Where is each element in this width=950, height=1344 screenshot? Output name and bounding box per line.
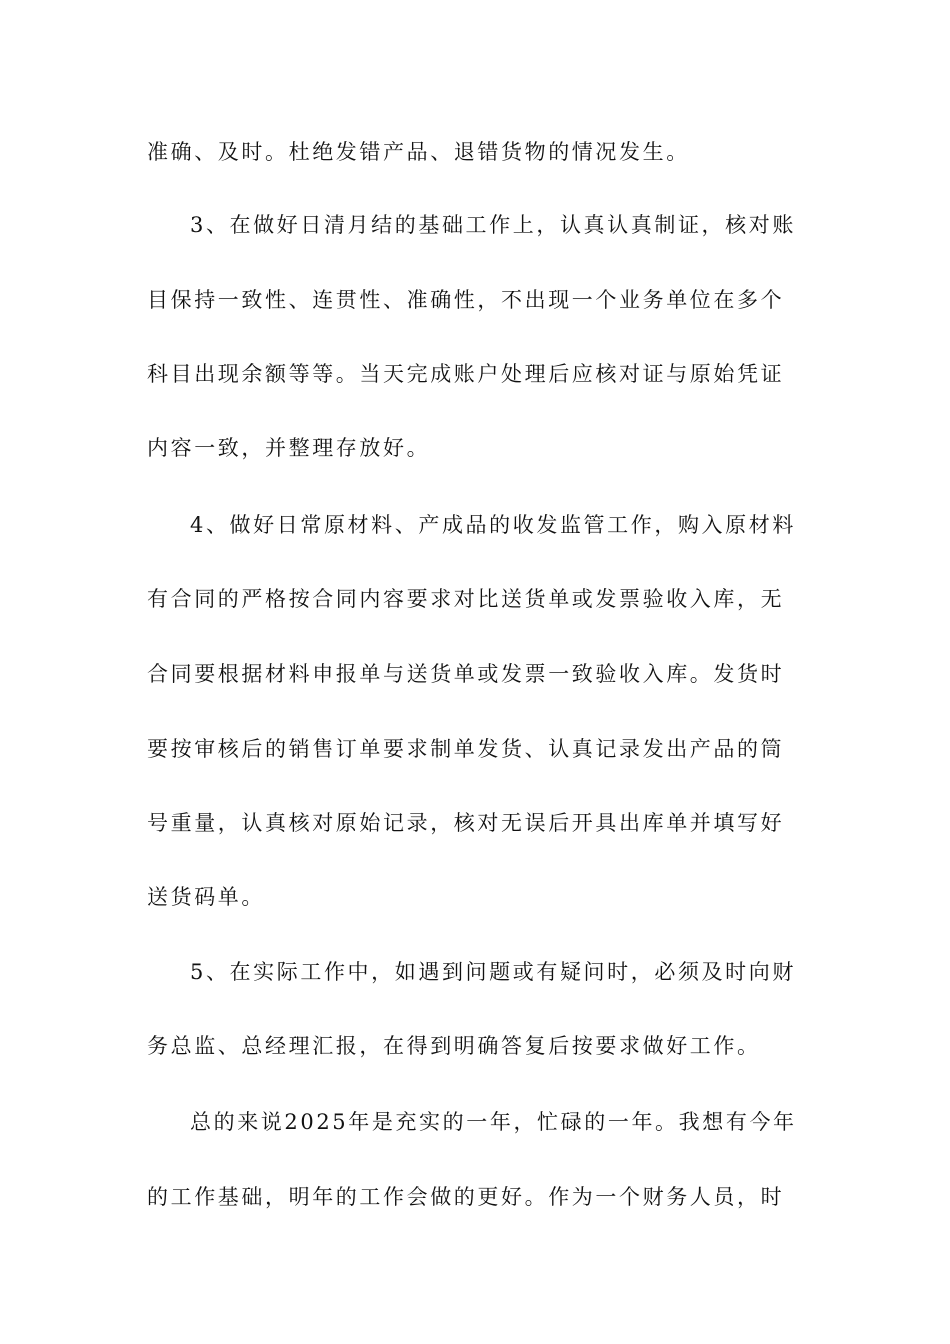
- text-line: 目保持一致性、连贯性、准确性，不出现一个业务单位在多个: [147, 288, 785, 312]
- text-line: 3、在做好日清月结的基础工作上，认真认真制证，核对账: [190, 213, 796, 237]
- text-line: 的工作基础，明年的工作会做的更好。作为一个财务人员，时: [147, 1185, 785, 1209]
- text-line: 内容一致，并整理存放好。: [147, 436, 431, 460]
- text-line: 要按审核后的销售订单要求制单发货、认真记录发出产品的筒: [147, 737, 785, 761]
- text-line: 4、做好日常原材料、产成品的收发监管工作，购入原材料: [190, 513, 796, 537]
- text-line: 总的来说2025年是充实的一年，忙碌的一年。我想有今年: [190, 1110, 797, 1134]
- text-line: 号重量，认真核对原始记录，核对无误后开具出库单并填写好: [147, 811, 785, 835]
- text-line: 合同要根据材料申报单与送货单或发票一致验收入库。发货时: [147, 662, 785, 686]
- text-line: 务总监、总经理汇报，在得到明确答复后按要求做好工作。: [147, 1034, 761, 1058]
- text-line: 5、在实际工作中，如遇到问题或有疑问时，必须及时向财: [190, 960, 796, 984]
- text-line: 送货码单。: [147, 885, 265, 909]
- text-line: 有合同的严格按合同内容要求对比送货单或发票验收入库，无: [147, 587, 785, 611]
- text-line: 科目出现余额等等。当天完成账户处理后应核对证与原始凭证: [147, 362, 785, 386]
- text-line: 准确、及时。杜绝发错产品、退错货物的情况发生。: [147, 140, 690, 164]
